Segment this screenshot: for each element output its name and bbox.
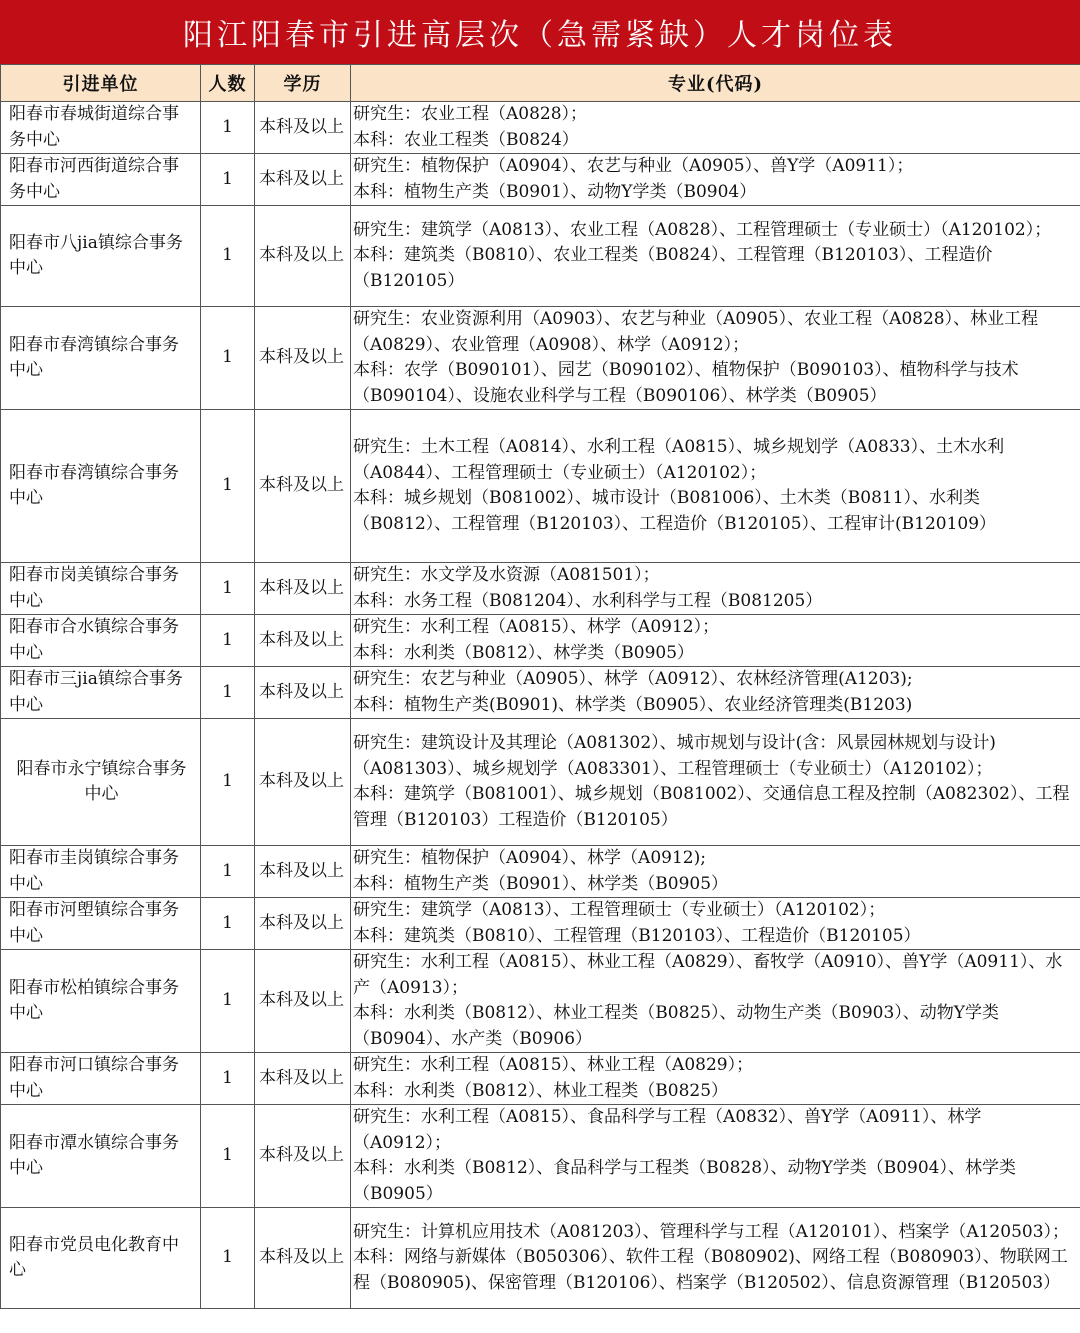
education-cell: 本科及以上 bbox=[255, 950, 351, 1053]
table-row bbox=[1, 667, 1080, 719]
major-graduate: 研究生：农业工程（A0828）； bbox=[353, 104, 588, 124]
table-header-row bbox=[1, 65, 1080, 102]
count-cell: 1 bbox=[201, 667, 255, 719]
unit-cell: 阳春市春湾镇综合事务中心 bbox=[1, 410, 201, 563]
major-cell bbox=[351, 950, 1080, 1053]
unit-cell: 阳春市永宁镇综合事务中心 bbox=[1, 719, 201, 846]
count-cell: 1 bbox=[201, 1208, 255, 1309]
positions-table bbox=[0, 64, 1080, 1309]
major-cell bbox=[351, 307, 1080, 410]
major-graduate: 研究生：农艺与种业（A0905）、林学（A0912）、农林经济管理(A1203); bbox=[353, 669, 913, 689]
major-undergraduate: 本科：水务工程（B081204）、水利科学与工程（B081205） bbox=[353, 590, 823, 611]
unit-cell: 阳春市河西街道综合事务中心 bbox=[1, 154, 201, 206]
major-graduate: 研究生：水利工程（A0815）、林学（A0912）； bbox=[353, 617, 720, 637]
table-row bbox=[1, 846, 1080, 898]
major-graduate: 研究生：水利工程（A0815）、食品科学与工程（A0832）、兽Y学（A0911）、林学（A0912）； bbox=[353, 1107, 982, 1153]
unit-cell: 阳春市圭岗镇综合事务中心 bbox=[1, 846, 201, 898]
major-cell bbox=[351, 1208, 1080, 1309]
major-undergraduate: 本科：植物生产类（B0901）、林学类（B0905） bbox=[353, 873, 729, 894]
major-undergraduate: 本科：植物生产类(B0901)、林学类（B0905）、农业经济管理类(B1203) bbox=[353, 694, 913, 715]
major-undergraduate: 本科：植物生产类（B0901）、动物Y学类（B0904） bbox=[353, 181, 757, 202]
major-cell bbox=[351, 898, 1080, 950]
unit-cell: 阳春市岗美镇综合事务中心 bbox=[1, 563, 201, 615]
unit-cell: 阳春市河口镇综合事务中心 bbox=[1, 1053, 201, 1105]
major-undergraduate: 本科：网络与新媒体（B050306）、软件工程（B080902)、网络工程（B080903）、物联网工程（B080905)、保密管理（B120106）、档案学（B120502）、信息资源管理（B120503） bbox=[353, 1247, 1068, 1293]
header-count: 人数 bbox=[201, 65, 255, 102]
table-row bbox=[1, 1053, 1080, 1105]
major-graduate: 研究生：水利工程（A0815）、林业工程（A0829）； bbox=[353, 1055, 754, 1075]
count-cell: 1 bbox=[201, 1105, 255, 1208]
major-graduate: 研究生：建筑学（A0813）、工程管理硕士（专业硕士）（A120102）； bbox=[353, 900, 886, 920]
unit-cell: 阳春市河塱镇综合事务中心 bbox=[1, 898, 201, 950]
table-row bbox=[1, 410, 1080, 563]
major-graduate: 研究生：建筑学（A0813）、农业工程（A0828）、工程管理硕士（专业硕士）（A120102）； bbox=[353, 219, 1052, 240]
major-cell bbox=[351, 615, 1080, 667]
count-cell: 1 bbox=[201, 719, 255, 846]
count-cell: 1 bbox=[201, 615, 255, 667]
education-cell: 本科及以上 bbox=[255, 154, 351, 206]
major-graduate: 研究生：植物保护（A0904）、农艺与种业（A0905）、兽Y学（A0911）； bbox=[353, 156, 914, 176]
unit-cell: 阳春市松柏镇综合事务中心 bbox=[1, 950, 201, 1053]
education-cell: 本科及以上 bbox=[255, 1208, 351, 1309]
table-row bbox=[1, 307, 1080, 410]
major-graduate: 研究生：计算机应用技术（A081203）、管理科学与工程（A120101）、档案学（A120503）； bbox=[353, 1221, 1070, 1242]
table-row bbox=[1, 615, 1080, 667]
major-graduate: 研究生：植物保护（A0904）、林学（A0912); bbox=[353, 848, 706, 868]
major-cell bbox=[351, 719, 1080, 846]
header-education: 学历 bbox=[255, 65, 351, 102]
unit-cell: 阳春市春湾镇综合事务中心 bbox=[1, 307, 201, 410]
count-cell: 1 bbox=[201, 1053, 255, 1105]
table-row bbox=[1, 154, 1080, 206]
count-cell: 1 bbox=[201, 950, 255, 1053]
education-cell: 本科及以上 bbox=[255, 307, 351, 410]
table-row bbox=[1, 719, 1080, 846]
major-undergraduate: 本科：水利类（B0812）、林学类（B0905） bbox=[353, 642, 695, 663]
major-cell bbox=[351, 1053, 1080, 1105]
unit-cell: 阳春市春城街道综合事务中心 bbox=[1, 102, 201, 154]
count-cell: 1 bbox=[201, 898, 255, 950]
education-cell: 本科及以上 bbox=[255, 1105, 351, 1208]
education-cell: 本科及以上 bbox=[255, 206, 351, 307]
unit-cell: 阳春市潭水镇综合事务中心 bbox=[1, 1105, 201, 1208]
major-graduate: 研究生：水利工程（A0815）、林业工程（A0829）、畜牧学（A0910）、兽Y学（A0911）、水产（A0913）； bbox=[353, 952, 1063, 998]
major-undergraduate: 本科：城乡规划（B081002）、城市设计（B081006）、土木类（B0811）、水利类（B0812）、工程管理（B120103）、工程造价（B120105）、工程审计(B120109） bbox=[353, 488, 997, 534]
table-row bbox=[1, 1105, 1080, 1208]
unit-cell: 阳春市党员电化教育中心 bbox=[1, 1208, 201, 1309]
table-body bbox=[1, 102, 1080, 1309]
major-cell bbox=[351, 667, 1080, 719]
education-cell: 本科及以上 bbox=[255, 410, 351, 563]
major-undergraduate: 本科：农业工程类（B0824） bbox=[353, 129, 579, 150]
major-graduate: 研究生：水文学及水资源（A081501）； bbox=[353, 565, 660, 585]
major-cell bbox=[351, 1105, 1080, 1208]
table-row bbox=[1, 206, 1080, 307]
header-major: 专业(代码) bbox=[351, 65, 1080, 102]
count-cell: 1 bbox=[201, 206, 255, 307]
major-cell bbox=[351, 846, 1080, 898]
major-undergraduate: 本科：建筑类（B0810）、农业工程类（B0824）、工程管理（B120103）、工程造价（B120105） bbox=[353, 245, 993, 291]
education-cell: 本科及以上 bbox=[255, 719, 351, 846]
major-cell bbox=[351, 102, 1080, 154]
major-graduate: 研究生：建筑设计及其理论（A081302）、城市规划与设计(含：风景园林规划与设计)（A081303）、城乡规划学（A083301）、工程管理硕士（专业硕士）（A120102）； bbox=[353, 733, 996, 779]
education-cell: 本科及以上 bbox=[255, 846, 351, 898]
major-undergraduate: 本科：水利类（B0812）、林业工程类（B0825） bbox=[353, 1080, 729, 1101]
major-undergraduate: 本科：水利类（B0812）、林业工程类（B0825）、动物生产类（B0903）、动物Y学类（B0904）、水产类（B0906） bbox=[353, 1003, 999, 1049]
major-undergraduate: 本科：农学（B090101）、园艺（B090102）、植物保护（B090103）、植物科学与技术（B090104）、设施农业科学与工程（B090106）、林学类（B0905） bbox=[353, 360, 1019, 406]
major-graduate: 研究生：农业资源利用（A0903）、农艺与种业（A0905）、农业工程（A0828）、林业工程（A0829）、农业管理（A0908）、林学（A0912）； bbox=[353, 309, 1039, 355]
count-cell: 1 bbox=[201, 410, 255, 563]
education-cell: 本科及以上 bbox=[255, 102, 351, 154]
education-cell: 本科及以上 bbox=[255, 1053, 351, 1105]
header-unit: 引进单位 bbox=[1, 65, 201, 102]
unit-cell: 阳春市八jia镇综合事务中心 bbox=[1, 206, 201, 307]
count-cell: 1 bbox=[201, 307, 255, 410]
major-undergraduate: 本科：建筑类（B0810）、工程管理（B120103）、工程造价（B120105） bbox=[353, 925, 921, 946]
major-cell bbox=[351, 206, 1080, 307]
unit-cell: 阳春市合水镇综合事务中心 bbox=[1, 615, 201, 667]
count-cell: 1 bbox=[201, 846, 255, 898]
major-graduate: 研究生：土木工程（A0814）、水利工程（A0815）、城乡规划学（A0833）、土木水利（A0844）、工程管理硕士（专业硕士）（A120102）； bbox=[353, 437, 1005, 483]
page-title-bar bbox=[0, 0, 1080, 64]
count-cell: 1 bbox=[201, 563, 255, 615]
education-cell: 本科及以上 bbox=[255, 615, 351, 667]
major-cell bbox=[351, 154, 1080, 206]
table-row bbox=[1, 102, 1080, 154]
table-row bbox=[1, 563, 1080, 615]
table-row bbox=[1, 898, 1080, 950]
major-cell bbox=[351, 410, 1080, 563]
table-row bbox=[1, 950, 1080, 1053]
education-cell: 本科及以上 bbox=[255, 667, 351, 719]
unit-cell: 阳春市三jia镇综合事务中心 bbox=[1, 667, 201, 719]
count-cell: 1 bbox=[201, 102, 255, 154]
major-cell bbox=[351, 563, 1080, 615]
education-cell: 本科及以上 bbox=[255, 898, 351, 950]
table-row bbox=[1, 1208, 1080, 1309]
count-cell: 1 bbox=[201, 154, 255, 206]
page-title: 阳江阳春市引进高层次（急需紧缺）人才岗位表 bbox=[183, 18, 897, 53]
major-undergraduate: 本科：水利类（B0812）、食品科学与工程类（B0828）、动物Y学类（B0904）、林学类（B0905） bbox=[353, 1158, 1016, 1204]
education-cell: 本科及以上 bbox=[255, 563, 351, 615]
major-undergraduate: 本科：建筑学（B081001）、城乡规划（B081002）、交通信息工程及控制（A082302）、工程管理（B120103）工程造价（B120105） bbox=[353, 784, 1070, 830]
